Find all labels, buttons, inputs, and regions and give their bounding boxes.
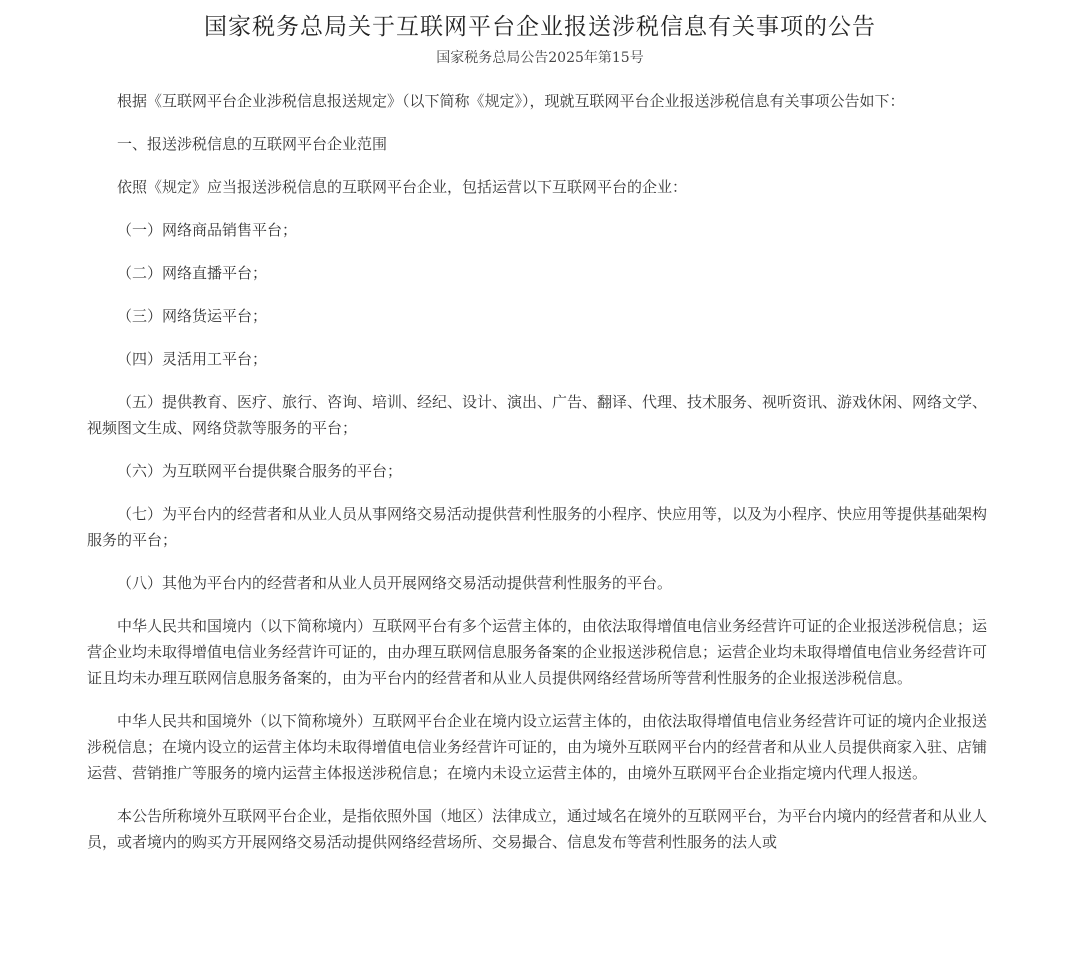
document-number: 国家税务总局公告2025年第15号 [436, 50, 644, 66]
list-item-6: （六）为互联网平台提供聚合服务的平台； [117, 462, 403, 480]
list-item-8: （八）其他为平台内的经营者和从业人员开展网络交易活动提供营利性服务的平台。 [117, 574, 673, 592]
list-item-7: （七）为平台内的经营者和从业人员从事网络交易活动提供营利性服务的小程序、快应用等，以及为小程序、快应用等提供基础架构服务的平台； [87, 505, 988, 549]
intro-paragraph: 根据《互联网平台企业涉税信息报送规定》（以下简称《规定》），现就互联网平台企业报送涉税信息有关事项公告如下： [117, 92, 905, 110]
definition-paragraph: 本公告所称境外互联网平台企业，是指依照外国（地区）法律成立，通过域名在境外的互联网平台，为平台内境内的经营者和从业人员，或者境内的购买方开展网络交易活动提供网络经营场所、交易撮合、信息发布等营利性服务的法人或 [87, 807, 988, 851]
section-heading-1: 一、报送涉税信息的互联网平台企业范围 [117, 135, 388, 153]
list-item-1: （一）网络商品销售平台； [117, 221, 298, 239]
list-item-3: （三）网络货运平台； [117, 307, 268, 325]
list-item-5: （五）提供教育、医疗、旅行、咨询、培训、经纪、设计、演出、广告、翻译、代理、技术服务、视听资讯、游戏休闲、网络文学、视频图文生成、网络贷款等服务的平台； [87, 393, 988, 437]
document-body [87, 88, 987, 872]
fade-overlay [780, 905, 1080, 958]
list-item-2: （二）网络直播平台； [117, 264, 268, 282]
scope-paragraph: 依照《规定》应当报送涉税信息的互联网平台企业，包括运营以下互联网平台的企业： [117, 178, 688, 196]
document-title: 国家税务总局关于互联网平台企业报送涉税信息有关事项的公告 [204, 14, 876, 40]
foreign-paragraph: 中华人民共和国境外（以下简称境外）互联网平台企业在境内设立运营主体的，由依法取得增值电信业务经营许可证的境内企业报送涉税信息；在境内设立的运营主体均未取得增值电信业务经营许可证的，由为境外互联网平台内的经营者和从业人员提供商家入驻、店铺运营、营销推广等服务的境内运营主体报送涉税信息；在境内未设立运营主体的，由境外互联网平台企业指定境内代理人报送。 [87, 712, 988, 782]
list-item-4: （四）灵活用工平台； [117, 350, 268, 368]
domestic-paragraph: 中华人民共和国境内（以下简称境内）互联网平台有多个运营主体的，由依法取得增值电信业务经营许可证的企业报送涉税信息；运营企业均未取得增值电信业务经营许可证的，由办理互联网信息服务备案的企业报送涉税信息；运营企业均未取得增值电信业务经营许可证且均未办理互联网信息服务备案的，由为平台内的经营者和从业人员提供网络经营场所等营利性服务的企业报送涉税信息。 [87, 617, 988, 687]
